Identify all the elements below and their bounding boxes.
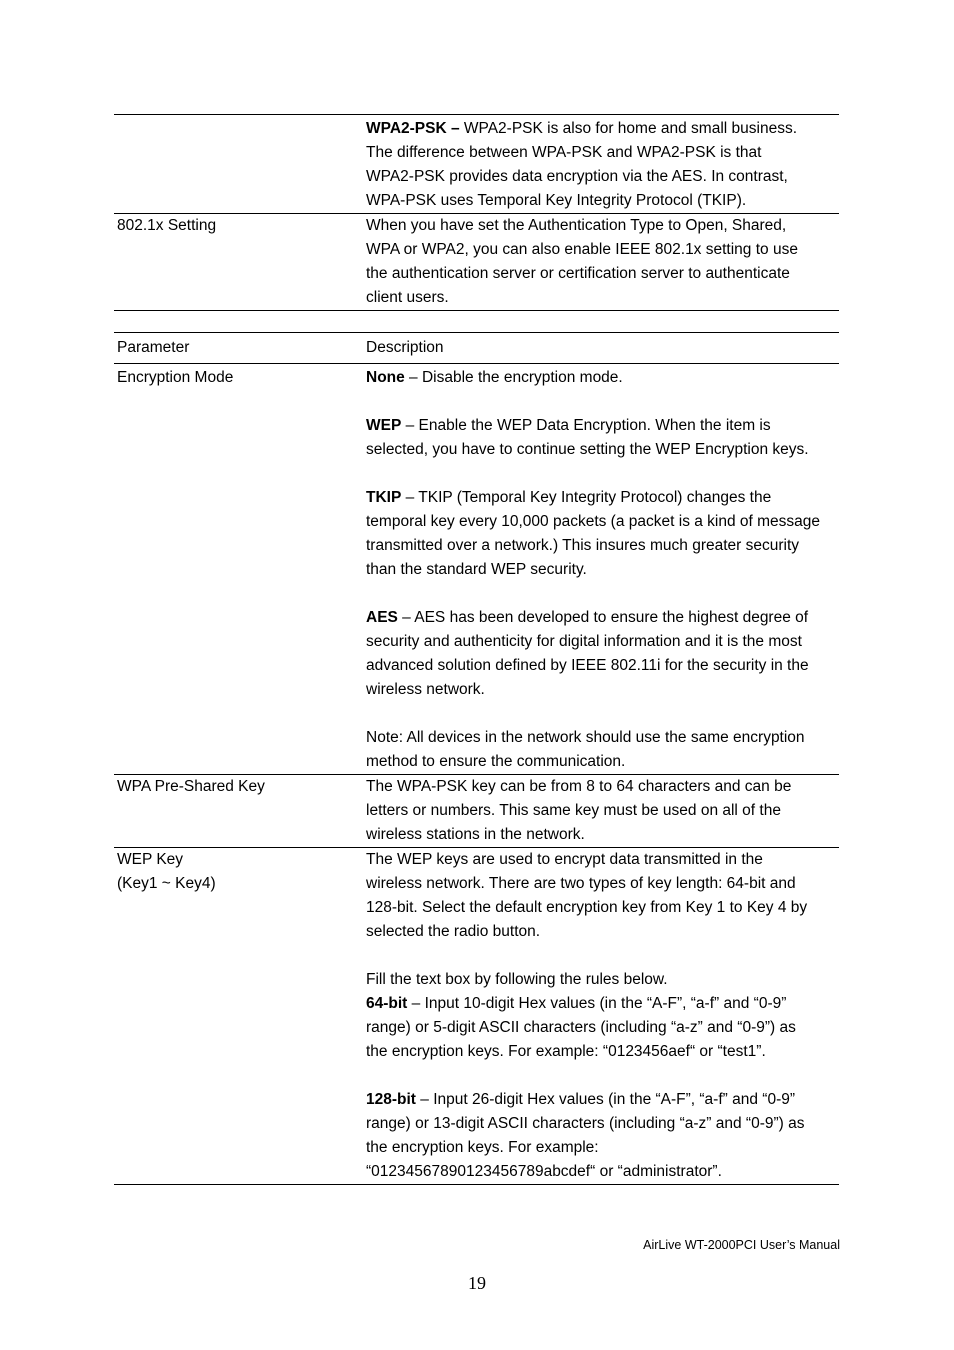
line-text: – Input 26-digit Hex values (in the “A-F”, “a-f” and “0-9” — [415, 1091, 796, 1108]
line-text: transmitted over a network.) This insures much greater security — [366, 537, 800, 554]
line-text: the encryption keys. For example: “0123456aef“ or “test1”. — [366, 1043, 766, 1060]
line-text: – Disable the encryption mode. — [404, 369, 623, 386]
line-text: selected, you have to continue setting the WEP Encryption keys. — [366, 441, 809, 458]
footer-manual-title: AirLive WT-2000PCI User’s Manual — [643, 1238, 840, 1252]
line-text: selected the radio button. — [366, 923, 541, 940]
desc-cell — [366, 366, 839, 774]
description-line — [366, 1016, 839, 1040]
line-text: Note: All devices in the network should use the same encryption — [366, 729, 805, 746]
description-line — [366, 654, 839, 678]
description-line — [366, 1040, 839, 1064]
description-line — [366, 414, 839, 438]
line-text: – AES has been developed to ensure the highest degree of — [397, 609, 809, 626]
description-line — [366, 872, 839, 896]
bold-term: None — [366, 369, 405, 386]
description-line — [366, 1088, 839, 1112]
blank-line — [366, 390, 839, 414]
blank-line — [366, 582, 839, 606]
description-line — [366, 486, 839, 510]
line-text: The WPA-PSK key can be from 8 to 64 characters and can be — [366, 778, 792, 795]
description-line — [366, 848, 839, 872]
line-text: advanced solution defined by IEEE 802.11i for the security in the — [366, 657, 809, 674]
line-text: WPA-PSK uses Temporal Key Integrity Protocol (TKIP). — [366, 192, 747, 209]
bold-term: 64-bit — [366, 995, 408, 1012]
parameter-table — [114, 332, 839, 1185]
table-row-wep-key — [114, 848, 839, 1185]
description-line — [366, 750, 839, 774]
header-description: Description — [366, 339, 444, 356]
line-text: wireless network. — [366, 681, 485, 698]
bold-term: 128-bit — [366, 1091, 416, 1108]
line-text: The difference between WPA-PSK and WPA2-PSK is that — [366, 144, 762, 161]
line-text: – Input 10-digit Hex values (in the “A-F”, “a-f” and “0-9” — [407, 995, 787, 1012]
description-line — [366, 968, 839, 992]
description-line — [366, 141, 839, 165]
param-cell — [114, 848, 366, 1184]
description-line — [366, 558, 839, 582]
bold-term: WPA2-PSK – — [366, 120, 460, 137]
desc-cell — [366, 214, 839, 310]
line-text: client users. — [366, 289, 449, 306]
line-text: WPA2-PSK is also for home and small business. — [459, 120, 797, 137]
description-line — [366, 286, 839, 310]
blank-line — [366, 702, 839, 726]
blank-line — [366, 944, 839, 968]
line-text: WPA or WPA2, you can also enable IEEE 802.1x setting to use — [366, 241, 798, 258]
line-text: wireless network. There are two types of key length: 64-bit and — [366, 875, 796, 892]
param-cell — [114, 117, 366, 213]
bold-term: TKIP — [366, 489, 402, 506]
description-line — [366, 992, 839, 1016]
param-line: WEP Key — [117, 851, 184, 868]
description-line — [366, 238, 839, 262]
description-line — [366, 726, 839, 750]
desc-cell — [366, 848, 839, 1184]
param-line: (Key1 ~ Key4) — [117, 875, 216, 892]
line-text: range) or 5-digit ASCII characters (including “a-z” and “0-9”) as — [366, 1019, 796, 1036]
description-line — [366, 510, 839, 534]
line-text: wireless stations in the network. — [366, 826, 585, 843]
param-cell: 802.1x Setting — [117, 217, 217, 234]
line-text: the encryption keys. For example: — [366, 1139, 599, 1156]
line-text: The WEP keys are used to encrypt data transmitted in the — [366, 851, 763, 868]
line-text: method to ensure the communication. — [366, 753, 626, 770]
line-text: the authentication server or certification server to authenticate — [366, 265, 790, 282]
blank-line — [366, 462, 839, 486]
description-line — [366, 262, 839, 286]
line-text: 128-bit. Select the default encryption key from Key 1 to Key 4 by — [366, 899, 808, 916]
table-row-wpa-pre-shared-key — [114, 775, 839, 848]
blank-line — [366, 1064, 839, 1088]
line-text: – Enable the WEP Data Encryption. When the item is — [401, 417, 771, 434]
description-line — [366, 823, 839, 847]
table-row-8021x-setting — [114, 214, 839, 311]
bold-term: AES — [366, 609, 398, 626]
description-line — [366, 117, 839, 141]
description-line — [366, 896, 839, 920]
description-line — [366, 438, 839, 462]
description-line — [366, 366, 839, 390]
description-line — [366, 534, 839, 558]
description-line — [366, 775, 839, 799]
description-line — [366, 606, 839, 630]
settings-table-continued — [114, 114, 839, 311]
bold-term: WEP — [366, 417, 402, 434]
description-line — [366, 214, 839, 238]
description-line — [366, 165, 839, 189]
line-text: than the standard WEP security. — [366, 561, 587, 578]
line-text: “01234567890123456789abcdef“ or “administrator”. — [366, 1163, 722, 1180]
table-row-encryption-mode — [114, 364, 839, 775]
line-text: temporal key every 10,000 packets (a packet is a kind of message — [366, 513, 821, 530]
description-line — [366, 1136, 839, 1160]
description-line — [366, 1160, 839, 1184]
desc-cell — [366, 117, 839, 213]
line-text: WPA2-PSK provides data encryption via the AES. In contrast, — [366, 168, 788, 185]
line-text: security and authenticity for digital information and it is the most — [366, 633, 802, 650]
description-line — [366, 1112, 839, 1136]
header-parameter: Parameter — [117, 339, 190, 356]
desc-cell — [366, 775, 839, 847]
description-line — [366, 189, 839, 213]
table-row-wpa2-psk — [114, 114, 839, 214]
line-text: Fill the text box by following the rules below. — [366, 971, 668, 988]
line-text: letters or numbers. This same key must be used on all of the — [366, 802, 781, 819]
description-line — [366, 799, 839, 823]
line-text: When you have set the Authentication Type to Open, Shared, — [366, 217, 787, 234]
line-text: – TKIP (Temporal Key Integrity Protocol) changes the — [401, 489, 772, 506]
line-text: range) or 13-digit ASCII characters (including “a-z” and “0-9”) as — [366, 1115, 805, 1132]
param-cell: Encryption Mode — [117, 369, 234, 386]
table-header-row — [114, 332, 839, 364]
description-line — [366, 630, 839, 654]
page-number: 19 — [468, 1273, 486, 1293]
param-cell: WPA Pre-Shared Key — [117, 778, 265, 795]
description-line — [366, 920, 839, 944]
description-line — [366, 678, 839, 702]
